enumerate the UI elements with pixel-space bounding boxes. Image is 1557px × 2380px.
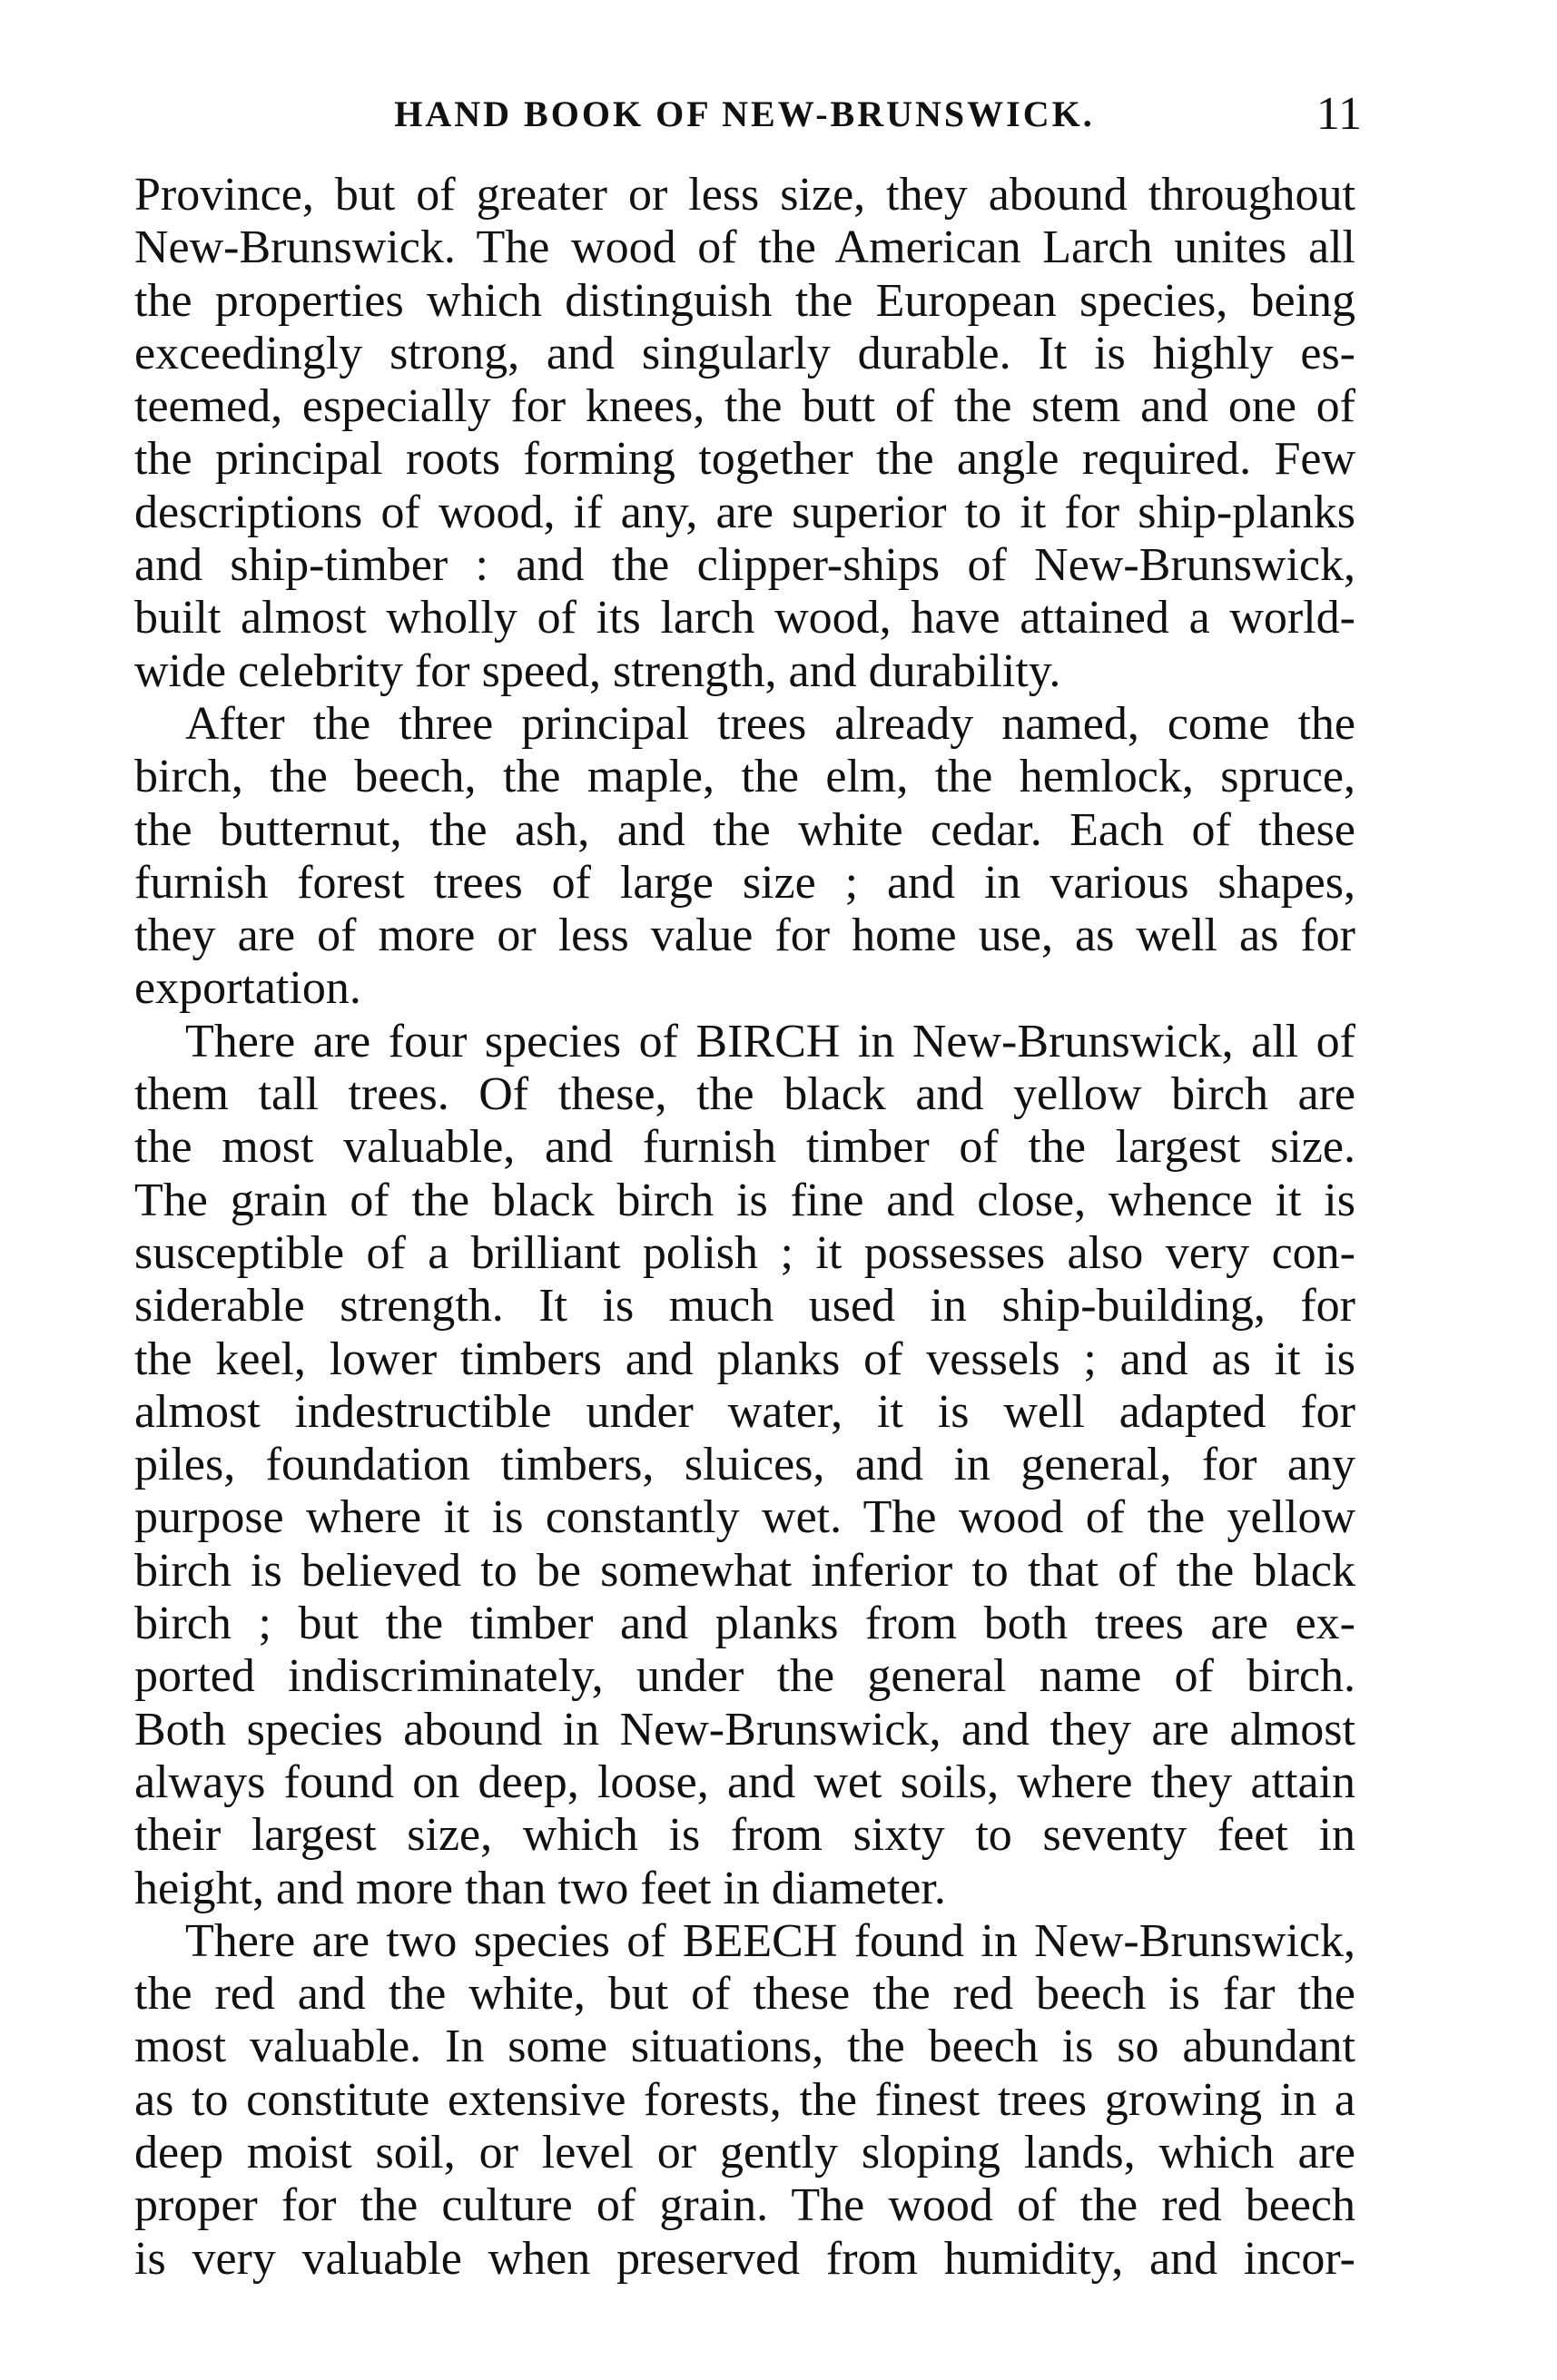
body-text	[134, 169, 1355, 2286]
text-line: almost indestructible under water, it is well adapted for	[134, 1385, 1355, 1438]
text-line: proper for the culture of grain. The wood of the red beech	[134, 2179, 1355, 2232]
text-line: teemed, especially for knees, the butt of the stem and one of	[134, 380, 1355, 433]
text-line: wide celebrity for speed, strength, and durability.	[134, 644, 1061, 697]
text-line: birch is believed to be somewhat inferior to that of the black	[134, 1544, 1355, 1597]
text-line: Both species abound in New-Brunswick, and they are almost	[134, 1703, 1355, 1755]
running-title: HAND BOOK OF NEW-BRUNSWICK.	[394, 93, 1095, 134]
text-line: them tall trees. Of these, the black and yellow birch are	[134, 1068, 1355, 1121]
text-line: exportation.	[134, 962, 361, 1015]
text-line: The grain of the black birch is fine and close, whence it is	[134, 1174, 1355, 1226]
text-line: most valuable. In some situations, the beech is so abundant	[134, 2021, 1355, 2073]
text-line: exceedingly strong, and singularly durable. It is highly es-	[134, 327, 1355, 379]
text-line: descriptions of wood, if any, are superior to it for ship-planks	[134, 486, 1355, 538]
text-line: ported indiscriminately, under the general name of birch.	[134, 1650, 1355, 1703]
paragraph-first-line: After the three principal trees already named, come the	[185, 697, 1355, 750]
text-line: the red and the white, but of these the red beech is far the	[134, 1968, 1355, 2021]
text-line: siderable strength. It is much used in ship-building, for	[134, 1280, 1355, 1333]
paragraph-first-line: There are two species of BEECH found in New-Brunswick,	[185, 1914, 1355, 1967]
text-line: as to constitute extensive forests, the finest trees growing in a	[134, 2073, 1355, 2126]
text-line: is very valuable when preserved from humidity, and incor-	[134, 2232, 1355, 2285]
page-header	[136, 87, 1362, 151]
text-line: and ship-timber : and the clipper-ships of New-Brunswick,	[134, 539, 1355, 592]
text-line: Province, but of greater or less size, they abound throughout	[134, 169, 1355, 221]
page-number: 11	[1316, 88, 1362, 140]
text-line: birch, the beech, the maple, the elm, the hemlock, spruce,	[134, 751, 1355, 803]
text-line: purpose where it is constantly wet. The wood of the yellow	[134, 1491, 1355, 1544]
text-line: New-Brunswick. The wood of the American Larch unites all	[134, 221, 1355, 274]
text-line: birch ; but the timber and planks from both trees are ex-	[134, 1598, 1355, 1650]
text-line: furnish forest trees of large size ; and in various shapes,	[134, 856, 1355, 909]
paragraph-first-line: There are four species of BIRCH in New-Brunswick, all of	[185, 1015, 1355, 1067]
text-line: they are of more or less value for home use, as well as for	[134, 910, 1355, 962]
text-line: piles, foundation timbers, sluices, and in general, for any	[134, 1439, 1355, 1491]
text-line: height, and more than two feet in diameter.	[134, 1862, 946, 1914]
text-line: susceptible of a brilliant polish ; it possesses also very con-	[134, 1226, 1355, 1279]
text-line: built almost wholly of its larch wood, have attained a world-	[134, 592, 1355, 644]
text-line: deep moist soil, or level or gently sloping lands, which are	[134, 2126, 1355, 2178]
text-line: the principal roots forming together the angle required. Few	[134, 433, 1355, 486]
text-line: the butternut, the ash, and the white cedar. Each of these	[134, 803, 1355, 856]
text-line: their largest size, which is from sixty to seventy feet in	[134, 1809, 1355, 1862]
text-line: the keel, lower timbers and planks of vessels ; and as it is	[134, 1333, 1355, 1385]
text-line: the properties which distinguish the European species, being	[134, 274, 1355, 327]
text-line: always found on deep, loose, and wet soils, where they attain	[134, 1755, 1355, 1808]
text-line: the most valuable, and furnish timber of the largest size.	[134, 1121, 1355, 1174]
